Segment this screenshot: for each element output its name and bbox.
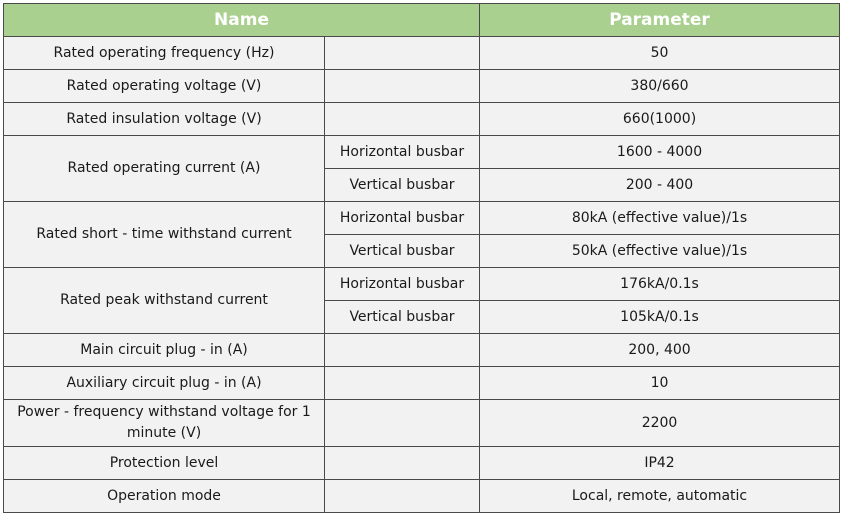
row-label: Operation mode [4,480,325,513]
row-value: 200 - 400 [480,169,840,202]
row-sublabel: Horizontal busbar [325,136,480,169]
table-row [4,202,840,235]
row-sublabel-empty [325,334,480,367]
row-value: 50 [480,37,840,70]
header-parameter: Parameter [480,4,840,37]
row-value: IP42 [480,447,840,480]
row-label: Rated short - time withstand current [4,202,325,268]
row-value: 200, 400 [480,334,840,367]
row-label: Rated insulation voltage (V) [4,103,325,136]
row-label: Protection level [4,447,325,480]
row-sublabel-empty [325,103,480,136]
row-sublabel: Vertical busbar [325,169,480,202]
table-row [4,447,840,480]
table-row [4,136,840,169]
table-row [4,334,840,367]
row-sublabel-empty [325,447,480,480]
table-row [4,480,840,513]
header-row [4,4,840,37]
row-label: Rated operating frequency (Hz) [4,37,325,70]
row-sublabel: Horizontal busbar [325,202,480,235]
table-row [4,70,840,103]
table-row [4,37,840,70]
row-sublabel-empty [325,367,480,400]
row-sublabel-empty [325,480,480,513]
table-row [4,103,840,136]
table-row [4,367,840,400]
table-row [4,268,840,301]
row-sublabel-empty [325,37,480,70]
row-value: 660(1000) [480,103,840,136]
row-value: 2200 [480,400,840,447]
row-sublabel-empty [325,400,480,447]
row-value: 80kA (effective value)/1s [480,202,840,235]
row-sublabel-empty [325,70,480,103]
spec-table [3,3,840,513]
row-label: Rated peak withstand current [4,268,325,334]
row-label: Auxiliary circuit plug - in (A) [4,367,325,400]
row-label: Rated operating current (A) [4,136,325,202]
row-sublabel: Vertical busbar [325,235,480,268]
row-label: Power - frequency withstand voltage for 1 minute (V) [4,400,325,447]
table-row [4,400,840,447]
row-value: 380/660 [480,70,840,103]
row-value: 176kA/0.1s [480,268,840,301]
row-value: Local, remote, automatic [480,480,840,513]
row-label: Main circuit plug - in (A) [4,334,325,367]
header-name: Name [4,4,480,37]
row-value: 1600 - 4000 [480,136,840,169]
row-value: 50kA (effective value)/1s [480,235,840,268]
row-value: 10 [480,367,840,400]
row-sublabel: Horizontal busbar [325,268,480,301]
row-label: Rated operating voltage (V) [4,70,325,103]
row-value: 105kA/0.1s [480,301,840,334]
row-sublabel: Vertical busbar [325,301,480,334]
